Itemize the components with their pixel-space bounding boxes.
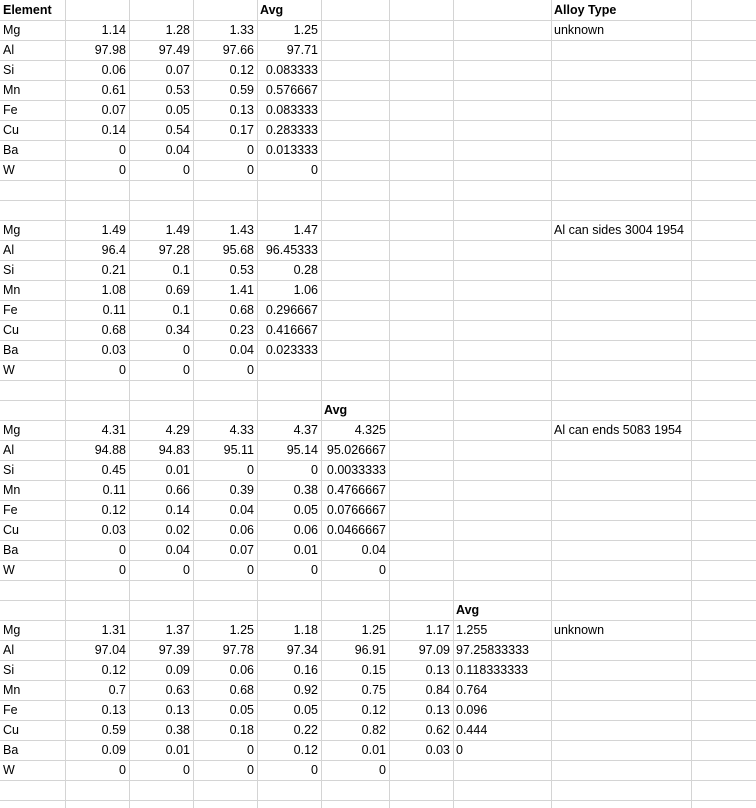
value-cell[interactable]: 0.18 [229, 723, 254, 737]
value-cell[interactable]: 0.04 [229, 503, 254, 517]
value-cell[interactable]: 0.1 [172, 263, 190, 277]
value-cell[interactable]: 0 [311, 763, 318, 777]
value-cell[interactable]: 0.12 [101, 663, 126, 677]
element-cell[interactable]: Fe [3, 303, 18, 317]
value-cell[interactable]: 0.118333333 [456, 663, 529, 677]
element-cell[interactable]: Mn [3, 283, 21, 297]
value-cell[interactable]: 97.09 [418, 643, 450, 657]
value-cell[interactable]: 1.43 [229, 223, 254, 237]
element-cell[interactable]: Ba [3, 743, 19, 757]
value-cell[interactable]: 0.13 [165, 703, 190, 717]
value-cell[interactable]: 0 [247, 163, 254, 177]
value-cell[interactable]: 0.53 [165, 83, 190, 97]
header-alloy-type[interactable]: Alloy Type [554, 3, 617, 17]
value-cell[interactable]: 1.37 [165, 623, 190, 637]
value-cell[interactable]: 0.09 [165, 663, 190, 677]
value-cell[interactable]: 1.28 [165, 23, 190, 37]
value-cell[interactable]: 0.03 [101, 343, 126, 357]
value-cell[interactable]: 94.83 [158, 443, 190, 457]
value-cell[interactable]: 0.07 [165, 63, 190, 77]
value-cell[interactable]: 1.18 [293, 623, 318, 637]
value-cell[interactable]: 1.08 [101, 283, 126, 297]
value-cell[interactable]: 1.17 [425, 623, 450, 637]
value-cell[interactable]: 0.68 [229, 683, 254, 697]
value-cell[interactable]: 0.05 [293, 503, 318, 517]
value-cell[interactable]: 0.92 [293, 683, 318, 697]
element-cell[interactable]: W [3, 763, 15, 777]
value-cell[interactable]: 1.47 [293, 223, 318, 237]
value-cell[interactable]: 0 [247, 463, 254, 477]
value-cell[interactable]: 0.68 [101, 323, 126, 337]
value-cell[interactable]: 0 [379, 763, 386, 777]
value-cell[interactable]: 0.11 [102, 303, 126, 317]
column-gridline [551, 0, 552, 808]
avg-label[interactable]: Avg [324, 403, 348, 417]
row-gridline [0, 800, 756, 801]
value-cell[interactable]: 0.01 [293, 543, 318, 557]
value-cell[interactable]: 0.04 [165, 543, 190, 557]
value-cell[interactable]: 0.15 [361, 663, 386, 677]
value-cell[interactable]: 0.16 [293, 663, 318, 677]
value-cell[interactable]: 0 [247, 743, 254, 757]
element-cell[interactable]: Fe [3, 703, 18, 717]
value-cell[interactable]: 0.75 [361, 683, 386, 697]
value-cell[interactable]: 0 [183, 363, 190, 377]
value-cell[interactable]: 0 [247, 363, 254, 377]
value-cell[interactable]: 97.66 [222, 43, 254, 57]
value-cell[interactable]: 0.096 [456, 703, 488, 717]
column-gridline [691, 0, 692, 808]
value-cell[interactable]: 0.62 [425, 723, 450, 737]
row-gridline [0, 180, 756, 181]
value-cell[interactable]: 97.34 [286, 643, 318, 657]
value-cell[interactable]: 0.12 [361, 703, 386, 717]
element-cell[interactable]: W [3, 363, 15, 377]
value-cell[interactable]: 0.06 [101, 63, 126, 77]
value-cell[interactable]: 1.06 [293, 283, 318, 297]
value-cell[interactable]: 0.68 [229, 303, 254, 317]
value-cell[interactable]: 0.61 [101, 83, 126, 97]
element-cell[interactable]: Al [3, 643, 15, 657]
value-cell[interactable]: 0.0766667 [326, 503, 386, 517]
value-cell[interactable]: 0.23 [229, 323, 254, 337]
value-cell[interactable]: 0 [183, 563, 190, 577]
value-cell[interactable]: 1.25 [229, 623, 254, 637]
value-cell[interactable]: 96.45333 [265, 243, 318, 257]
value-cell[interactable]: 0.013333 [265, 143, 318, 157]
value-cell[interactable]: 0.0033333 [326, 463, 386, 477]
value-cell[interactable]: 0.13 [425, 663, 450, 677]
element-cell[interactable]: Mg [3, 23, 21, 37]
value-cell[interactable]: 0.03 [425, 743, 450, 757]
value-cell[interactable]: 0.53 [229, 263, 254, 277]
value-cell[interactable]: 0.59 [229, 83, 254, 97]
value-cell[interactable]: 0.05 [293, 703, 318, 717]
value-cell[interactable]: 0.63 [165, 683, 190, 697]
value-cell[interactable]: 0.69 [165, 283, 190, 297]
row-gridline [0, 380, 756, 381]
value-cell[interactable]: 0.82 [361, 723, 386, 737]
value-cell[interactable]: 4.33 [229, 423, 254, 437]
value-cell[interactable]: 0.023333 [265, 343, 318, 357]
value-cell[interactable]: 0.283333 [265, 123, 318, 137]
value-cell[interactable]: 95.026667 [326, 443, 386, 457]
value-cell[interactable]: 0.01 [165, 463, 190, 477]
element-cell[interactable]: Al [3, 43, 15, 57]
value-cell[interactable]: 0.22 [293, 723, 318, 737]
value-cell[interactable]: 0.06 [229, 523, 254, 537]
value-cell[interactable]: 94.88 [94, 443, 126, 457]
value-cell[interactable]: 0.54 [165, 123, 190, 137]
element-cell[interactable]: W [3, 163, 15, 177]
value-cell[interactable]: 1.25 [293, 23, 318, 37]
element-cell[interactable]: Si [3, 63, 15, 77]
value-cell[interactable]: 97.49 [158, 43, 190, 57]
element-cell[interactable]: Mn [3, 83, 21, 97]
value-cell[interactable]: 0 [247, 763, 254, 777]
value-cell[interactable]: 95.11 [223, 443, 254, 457]
value-cell[interactable]: 0.39 [229, 483, 254, 497]
element-cell[interactable]: Ba [3, 343, 19, 357]
value-cell[interactable]: 0.01 [361, 743, 386, 757]
value-cell[interactable]: 0 [183, 163, 190, 177]
value-cell[interactable]: 0.05 [229, 703, 254, 717]
value-cell[interactable]: 0.083333 [265, 103, 318, 117]
value-cell[interactable]: 0.45 [101, 463, 126, 477]
element-cell[interactable]: W [3, 563, 15, 577]
element-cell[interactable]: Mg [3, 623, 21, 637]
value-cell[interactable]: 0.06 [293, 523, 318, 537]
value-cell[interactable]: 0.1 [172, 303, 190, 317]
value-cell[interactable]: 0.444 [456, 723, 488, 737]
value-cell[interactable]: 0 [119, 143, 126, 157]
value-cell[interactable]: 0 [379, 563, 386, 577]
value-cell[interactable]: 0.38 [293, 483, 318, 497]
value-cell[interactable]: 0.14 [165, 503, 190, 517]
element-cell[interactable]: Fe [3, 503, 18, 517]
value-cell[interactable]: 0 [119, 763, 126, 777]
value-cell[interactable]: 0 [247, 563, 254, 577]
value-cell[interactable]: 0.34 [165, 323, 190, 337]
value-cell[interactable]: 1.255 [456, 623, 488, 637]
value-cell[interactable]: 0.04 [361, 543, 386, 557]
value-cell[interactable]: 0.12 [101, 503, 126, 517]
element-cell[interactable]: Mn [3, 683, 21, 697]
value-cell[interactable]: 0.09 [101, 743, 126, 757]
element-cell[interactable]: Cu [3, 523, 19, 537]
value-cell[interactable]: 0.14 [101, 123, 126, 137]
value-cell[interactable]: 0.13 [425, 703, 450, 717]
value-cell[interactable]: 0.13 [101, 703, 126, 717]
value-cell[interactable]: 0.12 [229, 63, 254, 77]
value-cell[interactable]: 0.083333 [265, 63, 318, 77]
value-cell[interactable]: 0.01 [165, 743, 190, 757]
value-cell[interactable]: 97.98 [94, 43, 126, 57]
row-gridline [0, 200, 756, 201]
value-cell[interactable]: 4.37 [293, 423, 318, 437]
element-cell[interactable]: Si [3, 663, 15, 677]
value-cell[interactable]: 0.576667 [265, 83, 318, 97]
value-cell[interactable]: 0.04 [165, 143, 190, 157]
value-cell[interactable]: 0 [456, 743, 463, 757]
value-cell[interactable]: 0.4766667 [326, 483, 386, 497]
value-cell[interactable]: 97.25833333 [456, 643, 529, 657]
value-cell[interactable]: 1.49 [165, 223, 190, 237]
value-cell[interactable]: 0 [311, 163, 318, 177]
element-cell[interactable]: Mg [3, 423, 21, 437]
value-cell[interactable]: 1.33 [229, 23, 254, 37]
avg-label[interactable]: Avg [456, 603, 480, 617]
value-cell[interactable]: 0.02 [165, 523, 190, 537]
element-cell[interactable]: Cu [3, 123, 19, 137]
value-cell[interactable]: 1.25 [361, 623, 386, 637]
value-cell[interactable]: 0.38 [165, 723, 190, 737]
element-cell[interactable]: Si [3, 463, 15, 477]
element-cell[interactable]: Mn [3, 483, 21, 497]
element-cell[interactable]: Si [3, 263, 15, 277]
alloy-type-cell[interactable]: Al can sides 3004 1954 [554, 223, 684, 237]
value-cell[interactable]: 95.14 [286, 443, 318, 457]
alloy-type-cell[interactable]: unknown [554, 623, 605, 637]
alloy-type-cell[interactable]: Al can ends 5083 1954 [554, 423, 682, 437]
value-cell[interactable]: 0.13 [229, 103, 254, 117]
value-cell[interactable]: 1.41 [229, 283, 254, 297]
value-cell[interactable]: 0.21 [101, 263, 126, 277]
value-cell[interactable]: 0.59 [101, 723, 126, 737]
element-cell[interactable]: Cu [3, 723, 19, 737]
value-cell[interactable]: 0 [119, 543, 126, 557]
value-cell[interactable]: 0 [247, 143, 254, 157]
value-cell[interactable]: 1.49 [101, 223, 126, 237]
value-cell[interactable]: 1.14 [101, 23, 126, 37]
value-cell[interactable]: 0 [183, 343, 190, 357]
value-cell[interactable]: 0.12 [293, 743, 318, 757]
value-cell[interactable]: 0 [311, 463, 318, 477]
value-cell[interactable]: 0.05 [165, 103, 190, 117]
value-cell[interactable]: 0.0466667 [326, 523, 386, 537]
value-cell[interactable]: 0.17 [229, 123, 254, 137]
value-cell[interactable]: 96.91 [354, 643, 386, 657]
element-cell[interactable]: Al [3, 243, 15, 257]
value-cell[interactable]: 0.66 [165, 483, 190, 497]
value-cell[interactable]: 0.7 [108, 683, 126, 697]
element-cell[interactable]: Fe [3, 103, 18, 117]
header-avg[interactable]: Avg [260, 3, 284, 17]
value-cell[interactable]: 1.31 [101, 623, 126, 637]
value-cell[interactable]: 0.416667 [265, 323, 318, 337]
value-cell[interactable]: 0.07 [101, 103, 126, 117]
value-cell[interactable]: 0 [119, 163, 126, 177]
value-cell[interactable]: 0.84 [425, 683, 450, 697]
value-cell[interactable]: 0.03 [101, 523, 126, 537]
alloy-type-cell[interactable]: unknown [554, 23, 605, 37]
value-cell[interactable]: 95.68 [222, 243, 254, 257]
row-gridline [0, 780, 756, 781]
value-cell[interactable]: 97.28 [158, 243, 190, 257]
element-cell[interactable]: Mg [3, 223, 21, 237]
value-cell[interactable]: 97.78 [222, 643, 254, 657]
value-cell[interactable]: 0.764 [456, 683, 488, 697]
value-cell[interactable]: 0.28 [293, 263, 318, 277]
value-cell[interactable]: 0.04 [229, 343, 254, 357]
value-cell[interactable]: 0.296667 [265, 303, 318, 317]
column-gridline [453, 0, 454, 808]
element-cell[interactable]: Ba [3, 543, 19, 557]
value-cell[interactable]: 0 [311, 563, 318, 577]
value-cell[interactable]: 4.31 [101, 423, 126, 437]
value-cell[interactable]: 4.325 [354, 423, 386, 437]
value-cell[interactable]: 0 [119, 563, 126, 577]
value-cell[interactable]: 96.4 [101, 243, 126, 257]
value-cell[interactable]: 0.07 [229, 543, 254, 557]
value-cell[interactable]: 4.29 [165, 423, 190, 437]
header-element[interactable]: Element [3, 3, 52, 17]
value-cell[interactable]: 0.06 [229, 663, 254, 677]
value-cell[interactable]: 97.04 [94, 643, 126, 657]
row-gridline [0, 600, 756, 601]
element-cell[interactable]: Cu [3, 323, 19, 337]
row-gridline [0, 580, 756, 581]
value-cell[interactable]: 0 [183, 763, 190, 777]
element-cell[interactable]: Ba [3, 143, 19, 157]
value-cell[interactable]: 0 [119, 363, 126, 377]
element-cell[interactable]: Al [3, 443, 15, 457]
value-cell[interactable]: 97.71 [286, 43, 318, 57]
value-cell[interactable]: 97.39 [158, 643, 190, 657]
value-cell[interactable]: 0.11 [102, 483, 126, 497]
